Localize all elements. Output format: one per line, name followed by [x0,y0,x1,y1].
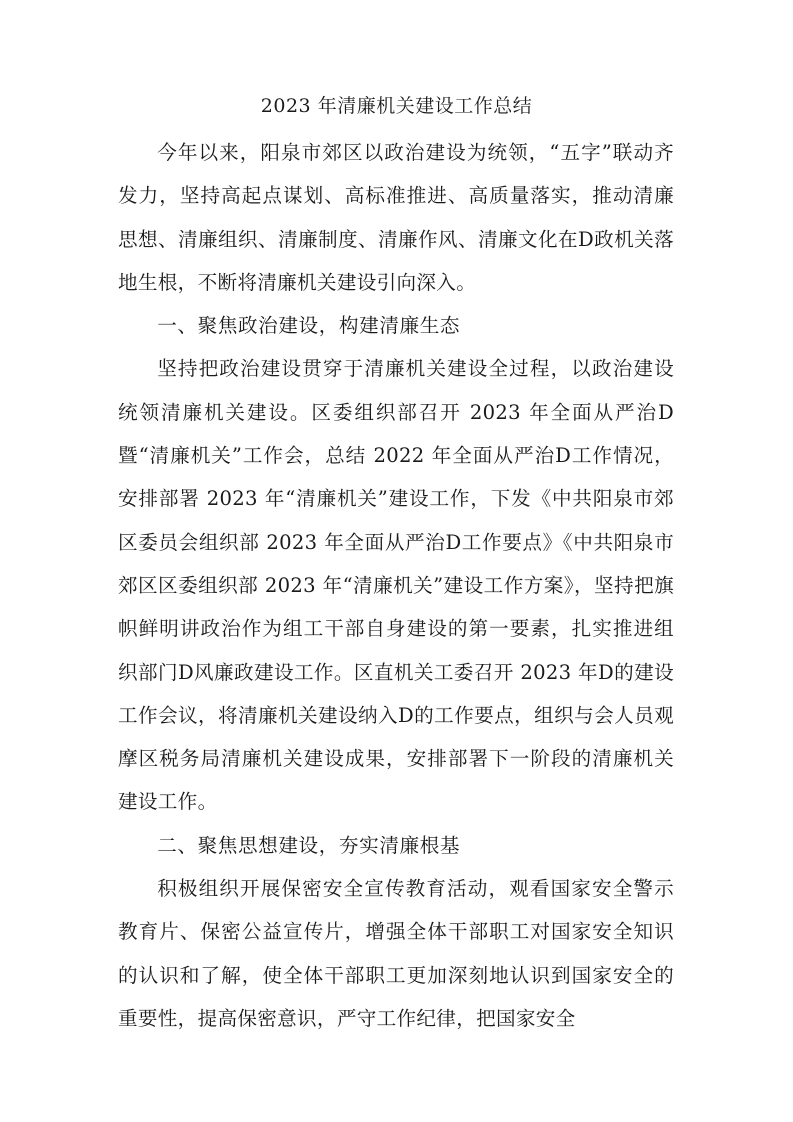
document-title: 2023 年清廉机关建设工作总结 [260,95,533,117]
intro-paragraph: 今年以来，阳泉市郊区以政治建设为统领，“五字”联动齐发力，坚持高起点谋划、高标准推进、高质量落实，推动清廉思想、清廉组织、清廉制度、清廉作风、清廉文化在D政机关落地生根，不断将清廉机关建设引向深入。 [118,141,674,294]
section-1-paragraph: 坚持把政治建设贯穿于清廉机关建设全过程，以政治建设统领清廉机关建设。区委组织部召开 2023 年全面从严治D暨“清廉机关”工作会，总结 2022 年全面从严治D工作情况，安排部署 2023 年“清廉机关”建设工作，下发《中共阳泉市郊区委员会组织部 2023 年全面从严治D工作要点》《中共阳泉市郊区区委组织部 2023 年“清廉机关”建设工作方案》，坚持把旗帜鲜明讲政治作为组工干部自身建设的第一要素，扎实推进组织部门D风廉政建设工作。区直机关工委召开 2023 年D的建设工作会议，将清廉机关建设纳入D的工作要点，组织与会人员观摩区税务局清廉机关建设成果，安排部署下一阶段的清廉机关建设工作。 [118,357,674,814]
section-heading-2: 二、聚焦思想建设，夯实清廉根基 [157,833,461,857]
section-heading-1: 一、聚焦政治建设，构建清廉生态 [157,314,461,338]
document-body [118,131,674,1040]
section-2-paragraph: 积极组织开展保密安全宣传教育活动，观看国家安全警示教育片、保密公益宣传片，增强全体干部职工对国家安全知识的认识和了解，使全体干部职工更加深刻地认识到国家安全的重要性，提高保密意识，严守工作纪律，把国家安全 [118,877,674,1030]
